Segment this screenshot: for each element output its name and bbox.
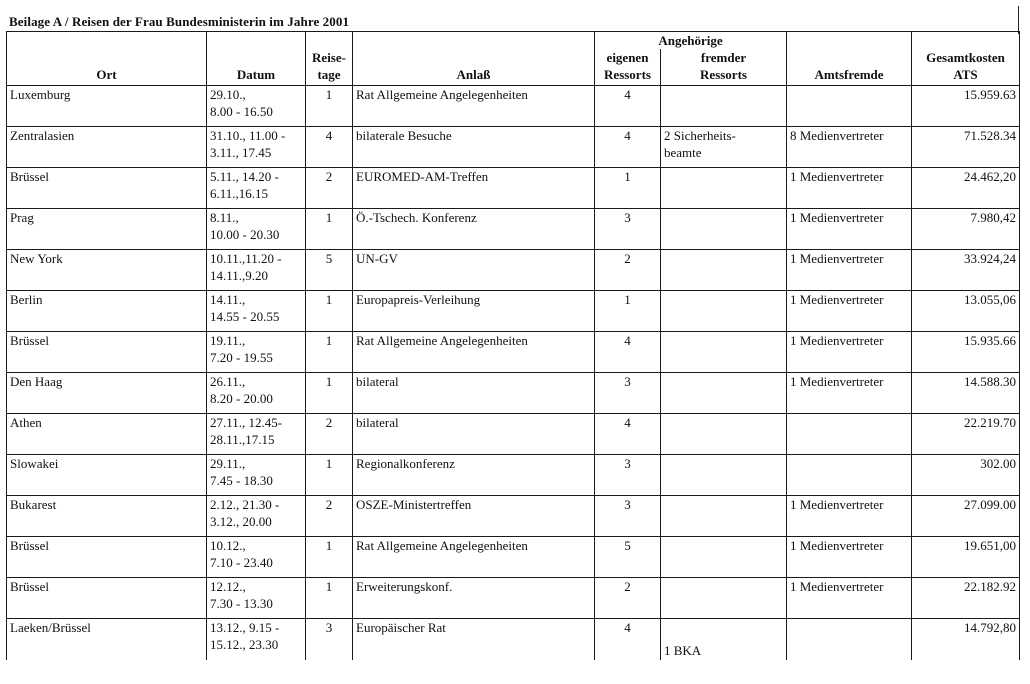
cell-reisetage: [306, 373, 353, 414]
header-amtsfremde: Amtsfremde: [787, 32, 912, 86]
reisetage-value: 1: [325, 292, 333, 307]
reisetage-value: 1: [325, 538, 333, 553]
datum-line1: 12.12.,: [210, 579, 246, 594]
fremde-ressorts-line1: [664, 414, 783, 431]
reisetage-value: 1: [325, 456, 333, 471]
ort-text: Brüssel: [10, 538, 49, 553]
table-row: [7, 496, 1020, 537]
cell-gesamtkosten: [912, 291, 1020, 332]
ort-text: New York: [10, 251, 63, 266]
cell-gesamtkosten: [912, 373, 1020, 414]
table-row: [7, 127, 1020, 168]
header-eigenen-line2: Ressorts: [604, 67, 651, 82]
cell-amtsfremde: [787, 291, 912, 332]
datum-line2: 8.00 - 16.50: [210, 104, 273, 119]
eigene-ressorts-value: 1: [624, 292, 631, 307]
cell-gesamtkosten: [912, 127, 1020, 168]
cell-amtsfremde: [787, 209, 912, 250]
fremde-ressorts-line2: beamte: [664, 145, 702, 160]
cell-ort: [7, 496, 207, 537]
cell-fremde-ressorts: [661, 619, 787, 660]
cell-eigene-ressorts: [595, 373, 661, 414]
reisetage-value: 2: [325, 497, 333, 512]
fremde-ressorts-line1: [664, 373, 783, 390]
eigene-ressorts-value: 5: [624, 538, 631, 553]
fremde-ressorts-line1: [664, 332, 783, 349]
cell-fremde-ressorts: [661, 250, 787, 291]
ort-text: Brüssel: [10, 169, 49, 184]
header-gesamtkosten-line2: ATS: [953, 67, 978, 82]
reisetage-value: 1: [325, 333, 333, 348]
cell-datum: [207, 373, 306, 414]
datum-line1: 27.11., 12.45-: [210, 415, 283, 430]
cell-anlass: [353, 250, 595, 291]
cell-gesamtkosten: [912, 86, 1020, 127]
datum-line1: 10.12.,: [210, 538, 246, 553]
cell-reisetage: [306, 537, 353, 578]
datum-line2: 6.11.,16.15: [210, 186, 269, 201]
fremde-ressorts-line2: [664, 185, 783, 202]
cell-ort: [7, 537, 207, 578]
cell-fremde-ressorts: [661, 332, 787, 373]
table-row: [7, 291, 1020, 332]
datum-line2: 7.10 - 23.40: [210, 555, 273, 570]
cell-fremde-ressorts: [661, 537, 787, 578]
header-eigenen-line1: eigenen: [606, 50, 649, 65]
cell-ort: [7, 455, 207, 496]
fremde-ressorts-line2: [664, 103, 783, 120]
fremde-ressorts-line1: [664, 578, 783, 595]
datum-line2: 28.11.,17.15: [210, 432, 275, 447]
reisetage-value: 2: [325, 169, 333, 184]
amtsfremde-text: 1 Medienvertreter: [790, 292, 884, 307]
cell-datum: [207, 209, 306, 250]
cell-anlass: [353, 455, 595, 496]
anlass-text: Regionalkonferenz: [356, 456, 455, 471]
cell-eigene-ressorts: [595, 619, 661, 660]
cell-gesamtkosten: [912, 209, 1020, 250]
cell-reisetage: [306, 250, 353, 291]
cell-ort: [7, 291, 207, 332]
ort-text: Luxemburg: [10, 87, 71, 102]
anlass-text: Ö.-Tschech. Konferenz: [356, 210, 477, 225]
table-row: [7, 578, 1020, 619]
ort-text: Berlin: [10, 292, 43, 307]
cell-eigene-ressorts: [595, 414, 661, 455]
fremde-ressorts-line2: 1 BKA: [664, 642, 702, 658]
eigene-ressorts-value: 3: [624, 210, 631, 225]
cell-fremde-ressorts: [661, 373, 787, 414]
cell-anlass: [353, 619, 595, 660]
cell-anlass: [353, 373, 595, 414]
cell-datum: [207, 537, 306, 578]
cell-anlass: [353, 127, 595, 168]
gesamtkosten-value: 14.792,80: [964, 620, 1016, 635]
cell-anlass: [353, 496, 595, 537]
header-row: [7, 32, 1020, 50]
cell-fremde-ressorts: [661, 127, 787, 168]
fremde-ressorts-line2: [664, 431, 783, 448]
cell-anlass: [353, 578, 595, 619]
table-body: [7, 86, 1020, 660]
datum-line2: 7.45 - 18.30: [210, 473, 273, 488]
header-reisetage-line1: Reise-: [312, 50, 346, 65]
datum-line1: 13.12., 9.15 -: [210, 620, 280, 635]
cell-eigene-ressorts: [595, 209, 661, 250]
cell-gesamtkosten: [912, 168, 1020, 209]
cell-ort: [7, 619, 207, 660]
fremde-ressorts-line2: [664, 308, 783, 325]
anlass-text: bilaterale Besuche: [356, 128, 452, 143]
fremde-ressorts-line2: [664, 267, 783, 284]
datum-line1: 31.10., 11.00 -: [210, 128, 286, 143]
reisetage-value: 5: [325, 251, 333, 266]
cell-amtsfremde: [787, 332, 912, 373]
fremde-ressorts-line1: [664, 250, 783, 267]
cell-reisetage: [306, 86, 353, 127]
cell-amtsfremde: [787, 127, 912, 168]
eigene-ressorts-value: 3: [624, 456, 631, 471]
cell-amtsfremde: [787, 455, 912, 496]
amtsfremde-text: 1 Medienvertreter: [790, 251, 884, 266]
cell-eigene-ressorts: [595, 332, 661, 373]
datum-line2: 8.20 - 20.00: [210, 391, 273, 406]
cell-ort: [7, 373, 207, 414]
cell-datum: [207, 250, 306, 291]
fremde-ressorts-line2: [664, 390, 783, 407]
header-eigenen-ressorts: [595, 49, 661, 86]
cell-amtsfremde: [787, 619, 912, 660]
reisetage-value: 2: [325, 415, 333, 430]
ort-text: Bukarest: [10, 497, 57, 512]
cell-datum: [207, 168, 306, 209]
datum-line1: 8.11.,: [210, 210, 239, 225]
fremde-ressorts-line2: [664, 554, 783, 571]
header-gesamtkosten-line1: Gesamtkosten: [926, 50, 1005, 65]
amtsfremde-text: 1 Medienvertreter: [790, 374, 884, 389]
gesamtkosten-value: 22.182.92: [964, 579, 1016, 594]
table-row: [7, 332, 1020, 373]
amtsfremde-text: 1 Medienvertreter: [790, 497, 884, 512]
datum-line2: 14.55 - 20.55: [210, 309, 280, 324]
gesamtkosten-value: 15.959.63: [964, 87, 1016, 102]
header-angehoerige: Angehörige: [595, 32, 787, 50]
cell-reisetage: [306, 578, 353, 619]
datum-line2: 15.12., 23.30: [210, 637, 279, 652]
table-row: [7, 537, 1020, 578]
cell-ort: [7, 86, 207, 127]
cell-fremde-ressorts: [661, 291, 787, 332]
cell-anlass: [353, 332, 595, 373]
cell-datum: [207, 86, 306, 127]
fremde-ressorts-line1: [664, 625, 783, 642]
fremde-ressorts-line1: [664, 291, 783, 308]
margin-rule: [1018, 6, 1019, 34]
eigene-ressorts-value: 3: [624, 374, 631, 389]
cell-reisetage: [306, 619, 353, 660]
table-row: [7, 373, 1020, 414]
datum-line1: 29.10.,: [210, 87, 246, 102]
anlass-text: bilateral: [356, 374, 399, 389]
cell-anlass: [353, 414, 595, 455]
datum-line2: 14.11.,9.20: [210, 268, 269, 283]
anlass-text: UN-GV: [356, 251, 398, 266]
header-reisetage-line2: tage: [317, 67, 341, 82]
amtsfremde-text: 1 Medienvertreter: [790, 538, 884, 553]
ort-text: Zentralasien: [10, 128, 75, 143]
ort-text: Den Haag: [10, 374, 63, 389]
amtsfremde-text: 8 Medienvertreter: [790, 128, 884, 143]
cell-amtsfremde: [787, 537, 912, 578]
gesamtkosten-value: 14.588.30: [964, 374, 1016, 389]
cell-datum: [207, 127, 306, 168]
cell-amtsfremde: [787, 250, 912, 291]
cell-amtsfremde: [787, 168, 912, 209]
anlass-text: Rat Allgemeine Angelegenheiten: [356, 333, 528, 348]
ort-text: Brüssel: [10, 333, 49, 348]
ort-text: Brüssel: [10, 579, 49, 594]
gesamtkosten-value: 19.651,00: [964, 538, 1016, 553]
fremde-ressorts-line1: [664, 86, 783, 103]
header-gesamtkosten: [912, 32, 1020, 86]
header-ort: Ort: [7, 32, 207, 86]
datum-line2: 10.00 - 20.30: [210, 227, 280, 242]
cell-datum: [207, 496, 306, 537]
cell-fremde-ressorts: [661, 455, 787, 496]
cell-anlass: [353, 291, 595, 332]
cell-ort: [7, 127, 207, 168]
ort-text: Laeken/Brüssel: [10, 620, 91, 635]
table-row: [7, 168, 1020, 209]
cell-reisetage: [306, 332, 353, 373]
travel-table: [6, 31, 1020, 660]
cell-datum: [207, 455, 306, 496]
gesamtkosten-value: 71.528.34: [964, 128, 1016, 143]
gesamtkosten-value: 33.924,24: [964, 251, 1016, 266]
gesamtkosten-value: 15.935.66: [964, 333, 1016, 348]
datum-line1: 19.11.,: [210, 333, 246, 348]
cell-reisetage: [306, 168, 353, 209]
datum-line2: 3.12., 20.00: [210, 514, 272, 529]
table-row: [7, 250, 1020, 291]
cell-reisetage: [306, 127, 353, 168]
fremde-ressorts-line2: [664, 226, 783, 243]
fremde-ressorts-line1: [664, 455, 783, 472]
datum-line1: 10.11.,11.20 -: [210, 251, 282, 266]
anlass-text: Erweiterungskonf.: [356, 579, 453, 594]
table-row: [7, 209, 1020, 250]
ort-text: Prag: [10, 210, 34, 225]
datum-line2: 7.30 - 13.30: [210, 596, 273, 611]
gesamtkosten-value: 7.980,42: [970, 210, 1016, 225]
fremde-ressorts-line1: [664, 496, 783, 513]
fremde-ressorts-line1: 2 Sicherheits-: [664, 128, 736, 143]
anlass-text: OSZE-Ministertreffen: [356, 497, 472, 512]
page-title: Beilage A / Reisen der Frau Bundesministerin im Jahre 2001: [9, 14, 350, 29]
cell-ort: [7, 332, 207, 373]
cell-anlass: [353, 86, 595, 127]
fremde-ressorts-line1: [664, 168, 783, 185]
cell-ort: [7, 578, 207, 619]
reisetage-value: 1: [325, 374, 333, 389]
cell-eigene-ressorts: [595, 578, 661, 619]
cell-eigene-ressorts: [595, 455, 661, 496]
cell-eigene-ressorts: [595, 168, 661, 209]
cell-reisetage: [306, 455, 353, 496]
table-row: [7, 455, 1020, 496]
cell-eigene-ressorts: [595, 537, 661, 578]
reisetage-value: 1: [325, 87, 333, 102]
header-fremder-line1: fremder: [700, 50, 747, 65]
cell-ort: [7, 414, 207, 455]
anlass-text: Europäischer Rat: [356, 620, 446, 635]
eigene-ressorts-value: 4: [624, 128, 631, 143]
cell-fremde-ressorts: [661, 578, 787, 619]
cell-fremde-ressorts: [661, 414, 787, 455]
cell-eigene-ressorts: [595, 291, 661, 332]
cell-eigene-ressorts: [595, 496, 661, 537]
cell-anlass: [353, 537, 595, 578]
reisetage-value: 4: [325, 128, 333, 143]
gesamtkosten-value: 13.055,06: [964, 292, 1016, 307]
eigene-ressorts-value: 1: [624, 169, 631, 184]
cell-gesamtkosten: [912, 537, 1020, 578]
amtsfremde-text: 1 Medienvertreter: [790, 169, 884, 184]
cell-gesamtkosten: [912, 496, 1020, 537]
amtsfremde-text: 1 Medienvertreter: [790, 579, 884, 594]
gesamtkosten-value: 24.462,20: [964, 169, 1016, 184]
ort-text: Slowakei: [10, 456, 59, 471]
eigene-ressorts-value: 3: [624, 497, 631, 512]
fremde-ressorts-line1: [664, 209, 783, 226]
anlass-text: Rat Allgemeine Angelegenheiten: [356, 87, 528, 102]
eigene-ressorts-value: 2: [624, 579, 631, 594]
cell-gesamtkosten: [912, 578, 1020, 619]
reisetage-value: 3: [325, 620, 333, 635]
gesamtkosten-value: 302.00: [980, 456, 1016, 471]
gesamtkosten-value: 22.219.70: [964, 415, 1016, 430]
datum-line1: 5.11., 14.20 -: [210, 169, 279, 184]
anlass-text: Rat Allgemeine Angelegenheiten: [356, 538, 528, 553]
cell-datum: [207, 414, 306, 455]
header-reisetage: [306, 32, 353, 86]
reisetage-value: 1: [325, 210, 333, 225]
header-fremder-line2: Ressorts: [700, 67, 747, 82]
cell-gesamtkosten: [912, 332, 1020, 373]
reisetage-value: 1: [325, 579, 333, 594]
cell-anlass: [353, 209, 595, 250]
cell-fremde-ressorts: [661, 209, 787, 250]
datum-line1: 14.11.,: [210, 292, 246, 307]
table-row: [7, 619, 1020, 660]
fremde-ressorts-line2: [664, 595, 783, 612]
cell-ort: [7, 168, 207, 209]
datum-line2: 3.11., 17.45: [210, 145, 272, 160]
cell-eigene-ressorts: [595, 127, 661, 168]
datum-line1: 29.11.,: [210, 456, 246, 471]
cell-amtsfremde: [787, 86, 912, 127]
datum-line1: 26.11.,: [210, 374, 246, 389]
cell-amtsfremde: [787, 373, 912, 414]
gesamtkosten-value: 27.099.00: [964, 497, 1016, 512]
amtsfremde-text: 1 Medienvertreter: [790, 333, 884, 348]
eigene-ressorts-value: 4: [624, 620, 631, 635]
cell-gesamtkosten: [912, 414, 1020, 455]
anlass-text: Europapreis-Verleihung: [356, 292, 481, 307]
cell-fremde-ressorts: [661, 86, 787, 127]
cell-reisetage: [306, 291, 353, 332]
cell-fremde-ressorts: [661, 496, 787, 537]
eigene-ressorts-value: 4: [624, 333, 631, 348]
cell-eigene-ressorts: [595, 86, 661, 127]
cell-datum: [207, 291, 306, 332]
table-row: [7, 86, 1020, 127]
cell-gesamtkosten: [912, 619, 1020, 660]
header-datum: Datum: [207, 32, 306, 86]
cell-gesamtkosten: [912, 250, 1020, 291]
eigene-ressorts-value: 4: [624, 415, 631, 430]
cell-amtsfremde: [787, 496, 912, 537]
cell-amtsfremde: [787, 414, 912, 455]
header-fremder-ressorts: [661, 49, 787, 86]
cell-ort: [7, 209, 207, 250]
table-row: [7, 414, 1020, 455]
anlass-text: bilateral: [356, 415, 399, 430]
cell-datum: [207, 619, 306, 660]
cell-reisetage: [306, 209, 353, 250]
fremde-ressorts-line2: [664, 472, 783, 489]
anlass-text: EUROMED-AM-Treffen: [356, 169, 489, 184]
cell-datum: [207, 578, 306, 619]
header-anlass: Anlaß: [353, 32, 595, 86]
eigene-ressorts-value: 4: [624, 87, 631, 102]
cell-reisetage: [306, 414, 353, 455]
eigene-ressorts-value: 2: [624, 251, 631, 266]
cell-anlass: [353, 168, 595, 209]
datum-line2: 7.20 - 19.55: [210, 350, 273, 365]
cell-eigene-ressorts: [595, 250, 661, 291]
fremde-ressorts-line2: [664, 513, 783, 530]
cell-ort: [7, 250, 207, 291]
datum-line1: 2.12., 21.30 -: [210, 497, 280, 512]
cell-datum: [207, 332, 306, 373]
fremde-ressorts-line1: [664, 537, 783, 554]
cell-reisetage: [306, 496, 353, 537]
fremde-ressorts-line2: [664, 349, 783, 366]
amtsfremde-text: 1 Medienvertreter: [790, 210, 884, 225]
cell-fremde-ressorts: [661, 168, 787, 209]
ort-text: Athen: [10, 415, 42, 430]
cell-gesamtkosten: [912, 455, 1020, 496]
cell-amtsfremde: [787, 578, 912, 619]
